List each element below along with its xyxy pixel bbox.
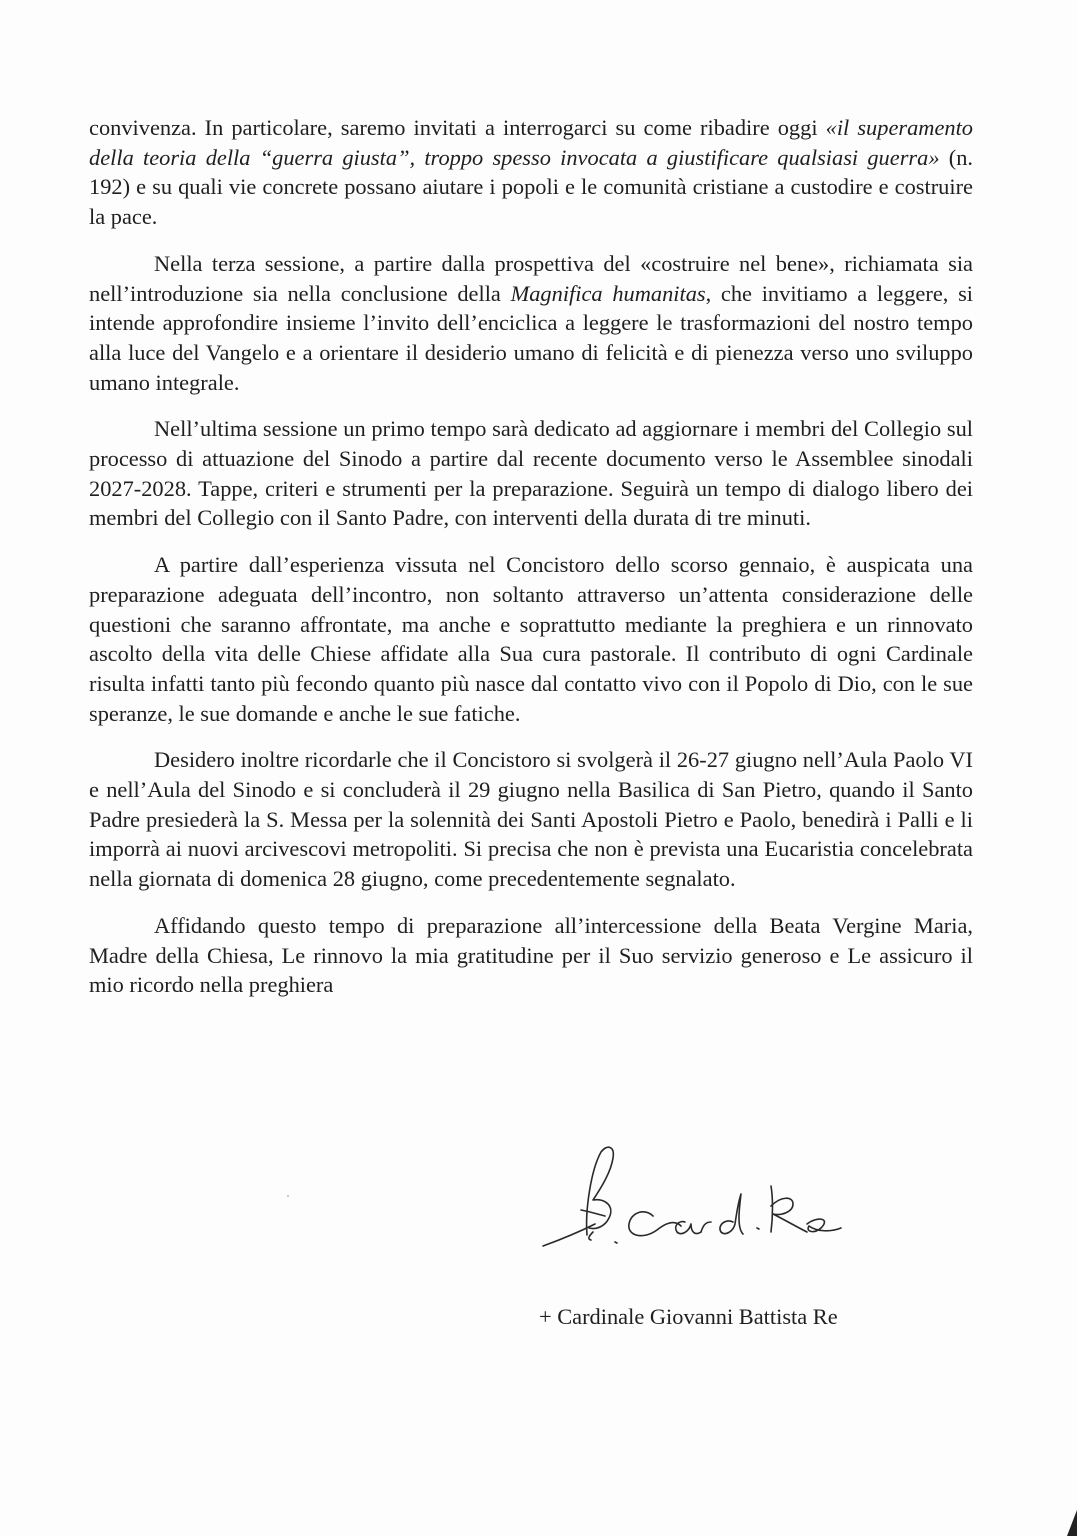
signer-name: + Cardinale Giovanni Battista Re — [539, 1304, 838, 1329]
paragraph-5: Desidero inoltre ricordarle che il Concistoro si svolgerà il 26-27 giugno nell’Aula Paolo VI e nell’Aula del Sinodo e si concluderà il 29 giugno nella Basilica di San Pietro, quando il Santo Padre presiederà la S. Messa per la solennità dei Santi Apostoli Pietro e Paolo, benedirà i Palli e li imporrà ai nuovi arcivescovi metropoliti. Si precisa che non è prevista una Eucaristia concelebrata nella giornata di domenica 28 giugno, come precedentemente segnalato. — [89, 747, 973, 892]
paragraph-1-quote: «il superamento della teoria della “guerra giusta”, troppo spesso invocata a giustificare qualsiasi guerra» — [89, 115, 974, 170]
paragraph-4: A partire dall’esperienza vissuta nel Concistoro dello scorso gennaio, è auspicata una preparazione adeguata dell’incontro, non soltanto attraverso un’attenta considerazione delle questioni che saranno affrontate, ma anche e soprattutto mediante la preghiera e un rinnovato ascolto della vita delle Chiese affidate alla Sua cura pastorale. Il contributo di ogni Cardinale risulta infatti tanto più fecondo quanto più nasce dal contatto vivo con il Popolo di Dio, con le sue speranze, le sue domande e anche le sue fatiche. — [89, 552, 973, 726]
paragraph-2 — [89, 249, 973, 398]
paragraph-6: Affidando questo tempo di preparazione all’intercessione della Beata Vergine Maria, Madre della Chiesa, Le rinnovo la mia gratitudine per il Suo servizio generoso e Le assicuro il mio ricordo nella preghiera — [89, 912, 973, 998]
signature-drawing — [535, 1140, 845, 1255]
paragraph-3: Nell’ultima sessione un primo tempo sarà dedicato ad aggiornare i membri del Collegio sul processo di attuazione del Sinodo a partire dal recente documento verso le Assemblee sinodali 2027-2028. Tappe, criteri e strumenti per la preparazione. Seguirà un tempo di dialogo libero dei membri del Collegio con il Santo Padre, con interventi della durata di tre minuti. — [89, 416, 973, 531]
paragraph-1 — [89, 113, 973, 232]
paragraph-1-text-a: convivenza. In particolare, saremo invitati a interrogarci su come ribadire oggi — [89, 115, 826, 140]
paper-speck — [287, 1195, 289, 1197]
handwritten-signature — [535, 1140, 845, 1255]
letter-body — [89, 113, 973, 1017]
paragraph-2-text-a: Nella terza sessione, a partire dalla prospettiva del «costruire nel bene», richiamata sia nell’introduzione sia nella conclusione della — [89, 250, 973, 306]
scan-corner-artifact — [1067, 1510, 1077, 1536]
paragraph-2-text-c: , che invitiamo a leggere, si intende approfondire insieme l’invito dell’enciclica a leggere le trasformazioni del nostro tempo alla luce del Vangelo e a orientare il desiderio umano di felicità e di pienezza verso uno sviluppo umano integrale. — [89, 280, 973, 395]
paragraph-2-encyclical-title: Magnifica humanitas — [510, 280, 706, 306]
paragraph-1-text-c: (n. 192) e su quali vie concrete possano aiutare i popoli e le comunità cristiane a custodire e costruire la pace. — [89, 144, 973, 230]
